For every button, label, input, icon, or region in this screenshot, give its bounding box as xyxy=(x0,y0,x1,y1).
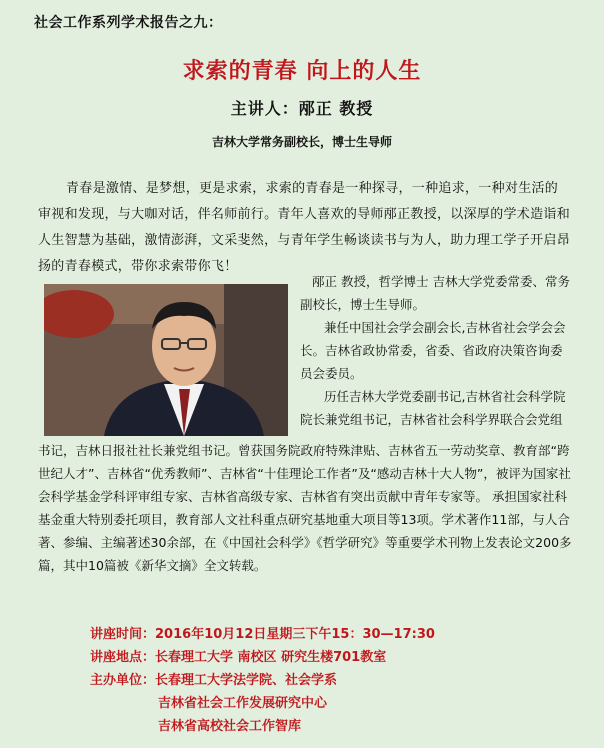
bio-paragraph-3-continued: 书记，吉林日报社社长兼党组书记。曾获国务院政府特殊津贴、吉林省五一劳动奖章、教育部“跨世纪人才”、吉林省“优秀教师”、吉林省“十佳理论工作者”及“感动吉林十大人物”，被评为国家社会科学基金学科评审组专家、吉林省高级专家、吉林省有突出贡献中青年专家等。 承担国家社科基金重大特别委托项目，教育部人文社科重点研究基地重大项目等13项。学术著作11部，与人合著、参编、主编著述30余部，在《中国社会科学》《哲学研究》等重要学术刊物上发表论文200多篇，其中10篇被《新华文摘》全文转载。 xyxy=(38,443,572,573)
series-heading: 社会工作系列学术报告之九： xyxy=(34,15,223,31)
event-info xyxy=(90,623,590,738)
event-place-row xyxy=(90,646,590,669)
event-place-value: 长春理工大学 南校区 研究生楼701教室 xyxy=(155,650,387,665)
event-time-value: 2016年10月12日星期三下午15：30—17:30 xyxy=(155,627,435,642)
event-host-label: 主办单位： xyxy=(90,673,156,688)
speaker-photo xyxy=(44,284,288,436)
event-time-row xyxy=(90,623,590,646)
intro-paragraph: 青春是激情、是梦想，更是求索，求索的青春是一种探寻，一种追求，一种对生活的审视和发现，与大咖对话，伴名师前行。青年人喜欢的导师邴正教授，以深厚的学术造诣和人生智慧为基础，激情澎湃，文采斐然，与青年学生畅谈读书与为人，助力理工学子开启昂扬的青春模式，带你求索带你飞！ xyxy=(38,181,571,274)
event-host-2: 吉林省社会工作发展研究中心 xyxy=(158,696,328,711)
bio-right-column xyxy=(300,270,570,431)
bio-paragraph-1: 邴正 教授，哲学博士 吉林大学党委常委、常务副校长，博士生导师。 xyxy=(300,274,570,312)
bio-paragraph-2: 兼任中国社会学会副会长,吉林省社会学会会长。吉林省政协常委，省委、省政府决策咨询委员会委员。 xyxy=(300,320,566,381)
event-host-1: 长春理工大学法学院、社会学系 xyxy=(155,673,338,688)
event-host-row xyxy=(90,669,590,692)
bio-paragraph-3-start: 历任吉林大学党委副书记,吉林省社会科学院院长兼党组书记，吉林省社会科学界联合会党组 xyxy=(300,389,566,427)
lecture-title: 求索的青春 向上的人生 xyxy=(182,59,422,84)
event-host-3: 吉林省高校社会工作智库 xyxy=(158,719,302,734)
event-place-label: 讲座地点： xyxy=(90,650,156,665)
event-time-label: 讲座时间： xyxy=(90,627,156,642)
speaker-affiliation: 吉林大学常务副校长，博士生导师 xyxy=(211,135,392,149)
speaker-line: 主讲人：邴正 教授 xyxy=(230,99,374,118)
